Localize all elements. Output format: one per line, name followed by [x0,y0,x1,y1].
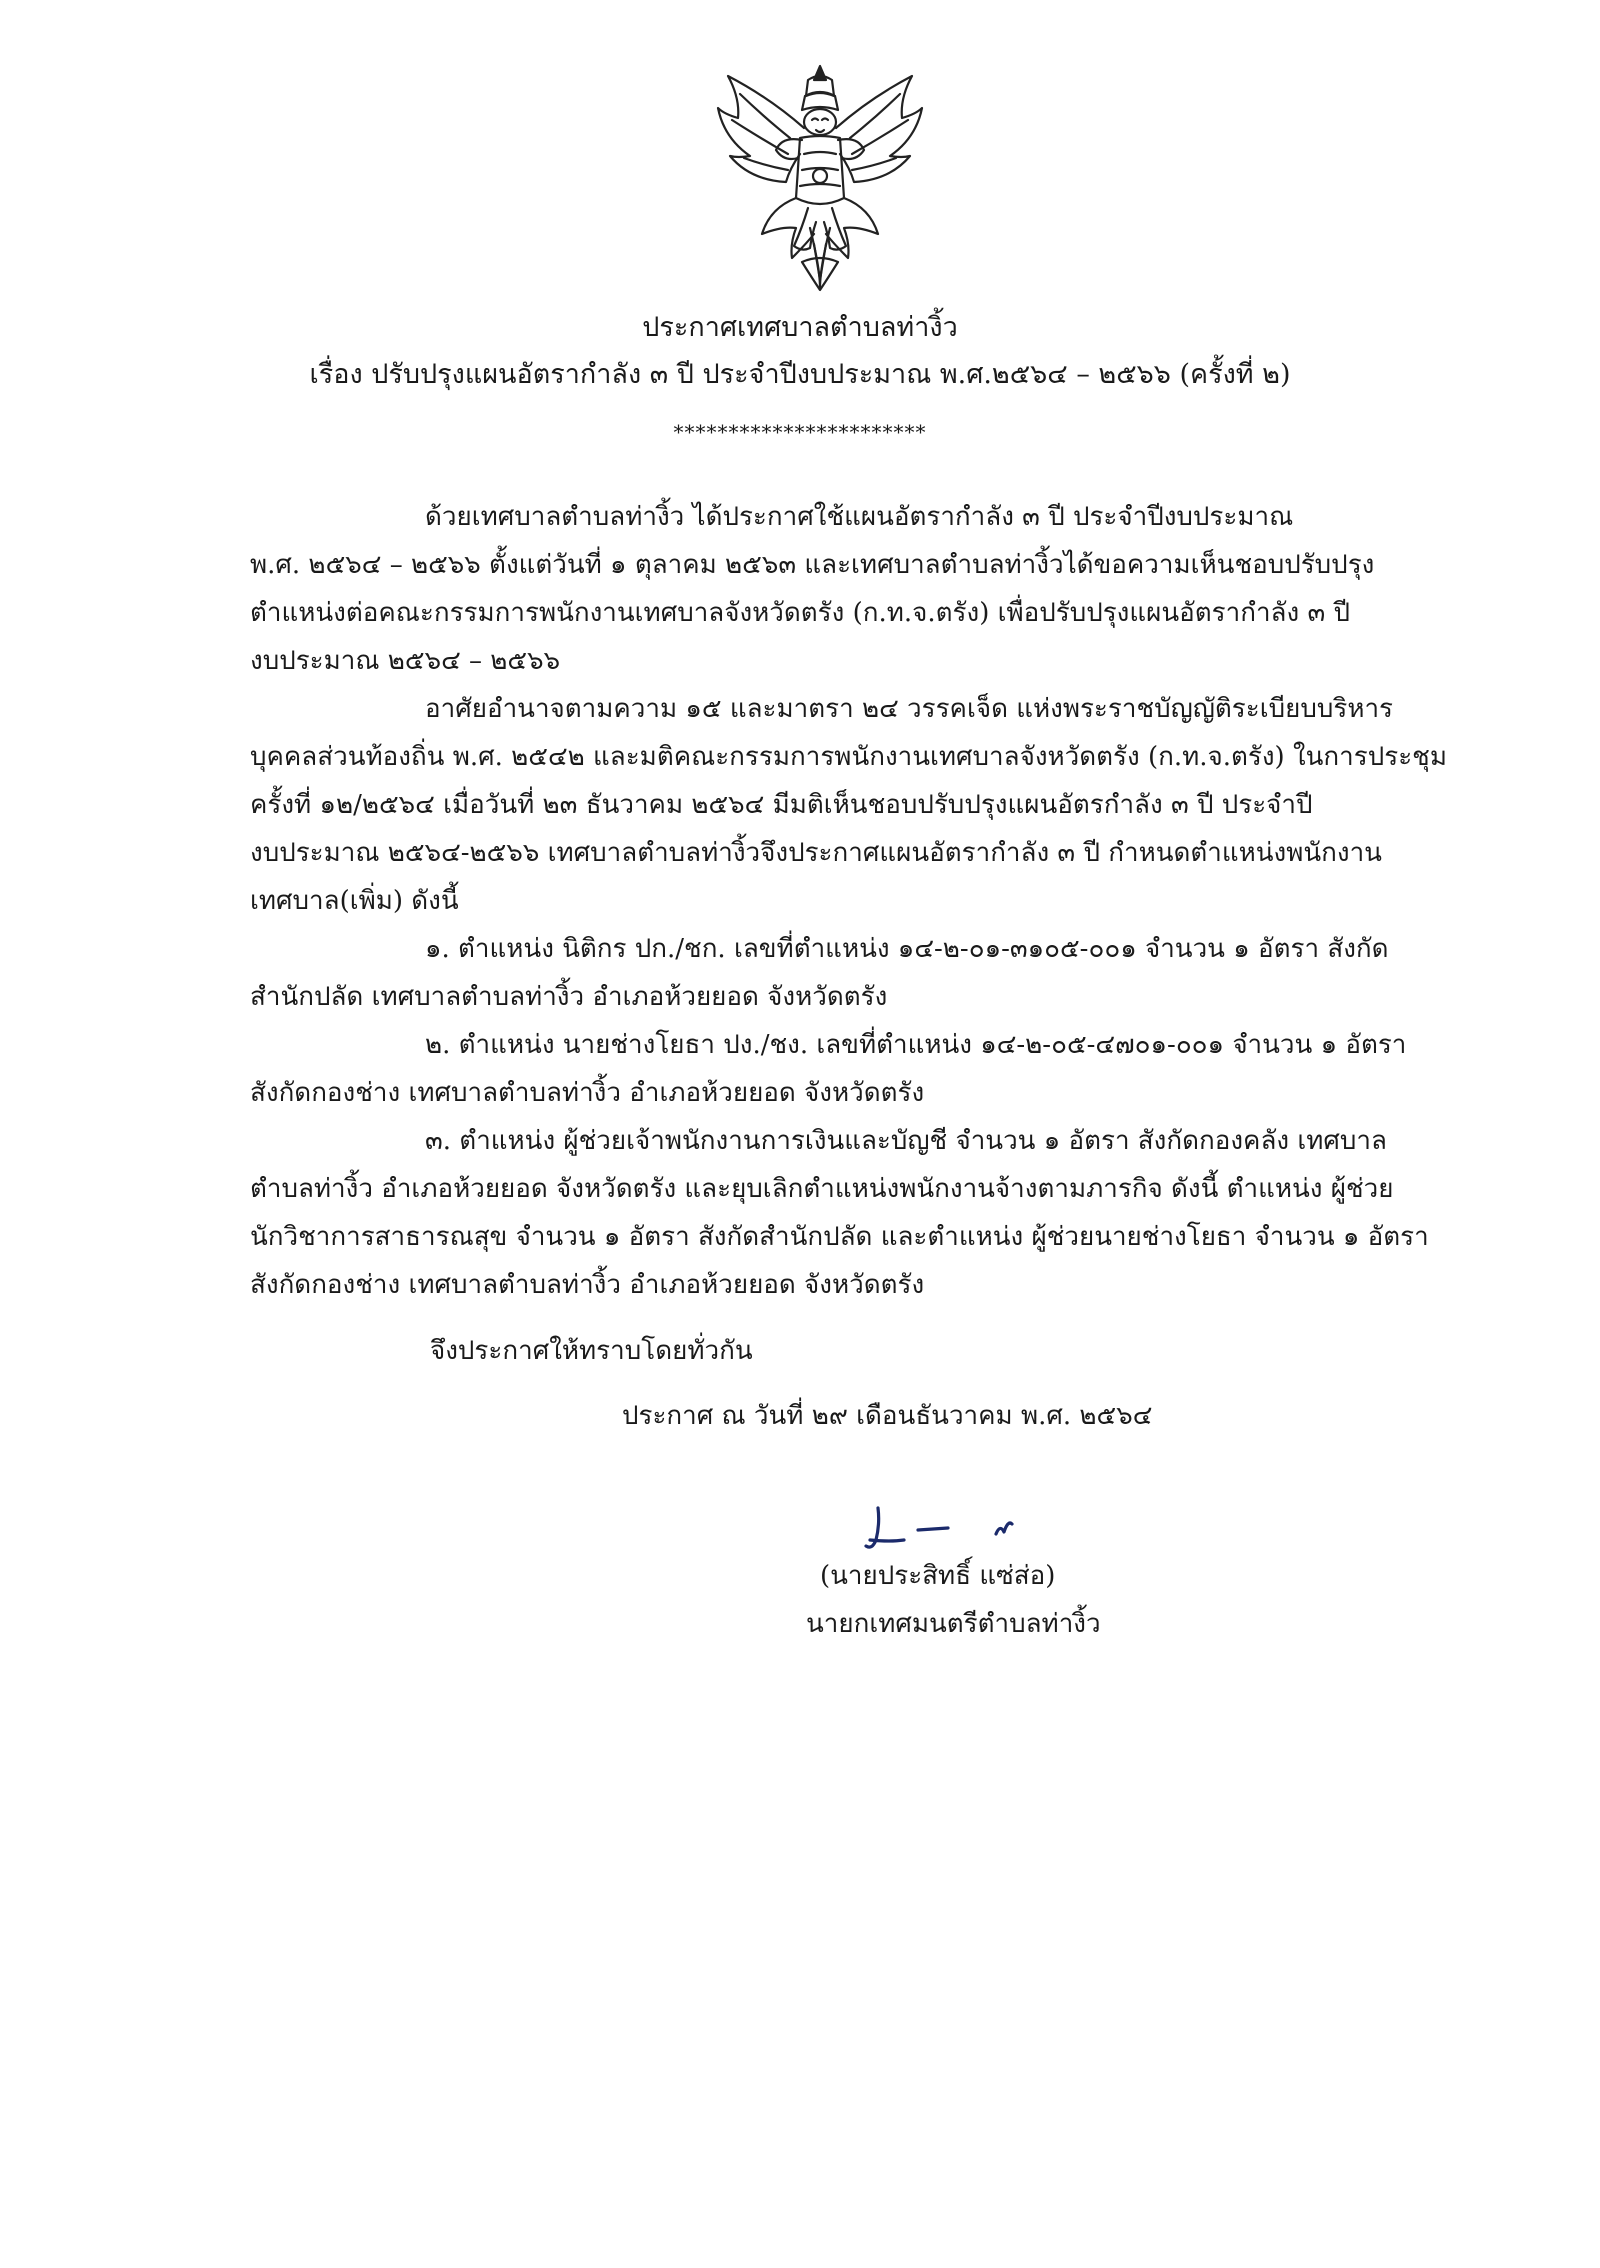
body-line: ตำบลท่างิ้ว อำเภอห้วยยอด จังหวัดตรัง และยุบเลิกตำแหน่งพนักงานจ้างตามภารกิจ ดังนี้ ตำแหน่ง ผู้ช่วย [250,1174,1394,1204]
body-line: อาศัยอำนาจตามความ ๑๕ และมาตรา ๒๔ วรรคเจ็ด แห่งพระราชบัญญัติระเบียบบริหาร [425,694,1394,724]
body-line: สำนักปลัด เทศบาลตำบลท่างิ้ว อำเภอห้วยยอด จังหวัดตรัง [250,982,888,1012]
body-line: งบประมาณ ๒๕๖๔ – ๒๕๖๖ [250,646,561,676]
separator-stars: *********************** [673,420,927,444]
body-line: สังกัดกองช่าง เทศบาลตำบลท่างิ้ว อำเภอห้วยยอด จังหวัดตรัง [250,1078,925,1108]
body-line: บุคคลส่วนท้องถิ่น พ.ศ. ๒๕๔๒ และมติคณะกรรมการพนักงานเทศบาลจังหวัดตรัง (ก.ท.จ.ตรัง) ในการประชุม [250,742,1447,772]
handwritten-signature [860,1500,1040,1560]
body-line: ๑. ตำแหน่ง นิติกร ปก./ชก. เลขที่ตำแหน่ง ๑๔-๒-๐๑-๓๑๐๕-๐๐๑ จำนวน ๑ อัตรา สังกัด [425,934,1389,964]
body-line: เทศบาล(เพิ่ม) ดังนี้ [250,886,459,916]
body-line: ๓. ตำแหน่ง ผู้ช่วยเจ้าพนักงานการเงินและบัญชี จำนวน ๑ อัตรา สังกัดกองคลัง เทศบาล [425,1126,1387,1156]
announcement-date: ประกาศ ณ วันที่ ๒๙ เดือนธันวาคม พ.ศ. ๒๕๖๔ [622,1401,1153,1431]
body-line: ด้วยเทศบาลตำบลท่างิ้ว ได้ประกาศใช้แผนอัตรากำลัง ๓ ปี ประจำปีงบประมาณ [425,502,1294,532]
body-line: งบประมาณ ๒๕๖๔-๒๕๖๖ เทศบาลตำบลท่างิ้วจึงประกาศแผนอัตรากำลัง ๓ ปี กำหนดตำแหน่งพนักงาน [250,838,1382,868]
body-line: สังกัดกองช่าง เทศบาลตำบลท่างิ้ว อำเภอห้วยยอด จังหวัดตรัง [250,1270,925,1300]
body-line: พ.ศ. ๒๕๖๔ – ๒๕๖๖ ตั้งแต่วันที่ ๑ ตุลาคม ๒๕๖๓ และเทศบาลตำบลท่างิ้วได้ขอความเห็นชอบปรับปรุง [250,550,1375,580]
body-line: ๒. ตำแหน่ง นายช่างโยธา ปง./ชง. เลขที่ตำแหน่ง ๑๔-๒-๐๕-๔๗๐๑-๐๐๑ จำนวน ๑ อัตรา [425,1030,1407,1060]
announcement-subject: เรื่อง ปรับปรุงแผนอัตรากำลัง ๓ ปี ประจำปีงบประมาณ พ.ศ.๒๕๖๔ – ๒๕๖๖ (ครั้งที่ ๒) [309,359,1291,390]
announcement-title: ประกาศเทศบาลตำบลท่างิ้ว [642,312,958,343]
signatory-position: นายกเทศมนตรีตำบลท่างิ้ว [806,1609,1101,1639]
body-line: ตำแหน่งต่อคณะกรรมการพนักงานเทศบาลจังหวัดตรัง (ก.ท.จ.ตรัง) เพื่อปรับปรุงแผนอัตรากำลัง ๓ ปี [250,598,1350,628]
signatory-name: (นายประสิทธิ์ แซ่ส่อ) [820,1561,1056,1591]
body-line: นักวิชาการสาธารณสุข จำนวน ๑ อัตรา สังกัดสำนักปลัด และตำแหน่ง ผู้ช่วยนายช่างโยธา จำนวน ๑ อัตรา [250,1222,1429,1252]
garuda-emblem [710,58,930,298]
body-line: ครั้งที่ ๑๒/๒๕๖๔ เมื่อวันที่ ๒๓ ธันวาคม ๒๕๖๔ มีมติเห็นชอบปรับปรุงแผนอัตรกำลัง ๓ ปี ประจำปี [250,790,1313,820]
closing-statement: จึงประกาศให้ทราบโดยทั่วกัน [430,1336,753,1366]
